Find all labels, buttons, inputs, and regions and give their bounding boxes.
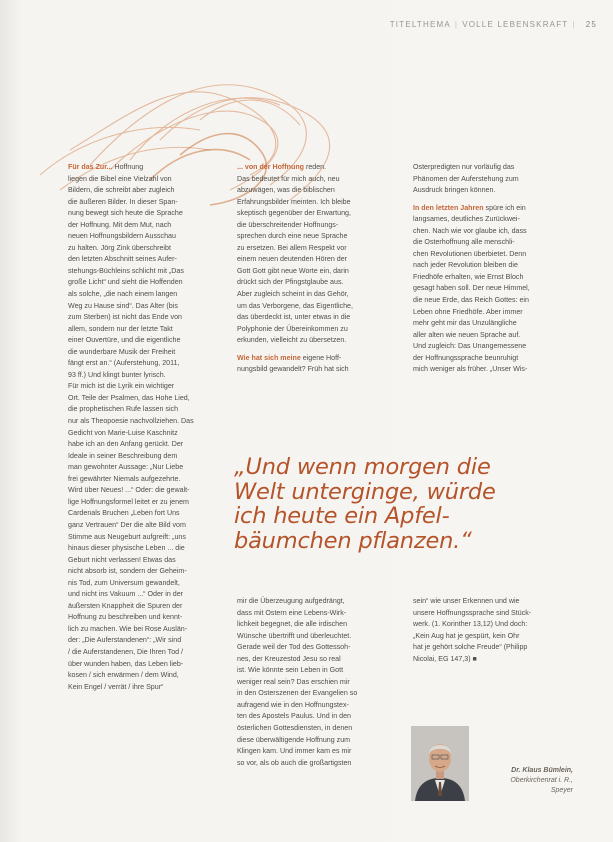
text-line: Nicolai, EG 147,3) ■ [413, 654, 477, 663]
text-line: Welt unterginge, würde [234, 478, 496, 505]
text-line: sein“ wie unser Erkennen und wie [413, 597, 520, 605]
text-line: ich heute ein Apfel- [234, 503, 450, 529]
text-line: einer Ouvertüre, und die eigentliche [68, 336, 181, 345]
text-line: mir die Überzeugung aufgedrängt, [237, 597, 345, 605]
text-line: Geburt nicht verlassen! Etwas das [68, 555, 176, 564]
text-line: Erfahrungsbilder meinten. Ich bleibe [237, 197, 351, 206]
header-section: TITELTHEMA [389, 20, 451, 29]
text-line: langsames, deutliches Zurückwei- [413, 215, 520, 224]
text-line: Friedhöfe erhalten, wie Ernst Bloch [413, 272, 524, 281]
text-line: „Und wenn morgen die [234, 454, 491, 480]
text-line: lichkeit begegnet, die alle irdischen [237, 620, 348, 629]
text-line: Gott Gott gibt neue Worte ein, darin [237, 266, 349, 275]
text-line: der Hoffnung. Mit dem Mut, nach [68, 220, 172, 229]
text-line: Polyphonie der Übereinkommen zu [237, 324, 348, 333]
text-line: Weg zu Hause sind“. Das Alter (bis [68, 301, 178, 310]
text-line: unsere Hoffnungssprache sind Stück- [413, 608, 532, 617]
text-line: große Licht“ und sieht die Hoffenden [68, 278, 183, 287]
text-line: zu halten. Jörg Zink überschreibt [68, 243, 171, 252]
text-line: die überschreitender Hoffnungs- [237, 220, 339, 229]
text-line: diese überwältigende Hoffnung zum [237, 735, 351, 744]
author-caption [481, 766, 573, 796]
text-line: Für mich ist die Lyrik ein wichtiger [68, 382, 175, 391]
text-line: allem, sondern nur der letzte Takt [68, 324, 173, 333]
text-column-2-lower [237, 596, 397, 769]
text-line: hat je gehört solche Freude“ (Philipp [413, 643, 528, 652]
text-line: „Kein Aug hat je gespürt, kein Ohr [413, 631, 520, 640]
text-line: österlichen Gottesdiensten, in denen [237, 724, 353, 733]
lead-in: Für das Zur... [68, 163, 113, 171]
text-line: als solche, „die nach einem langen [68, 290, 178, 299]
text-line: die äußeren Bilder. In dieser Span- [68, 197, 178, 206]
text-line: aller alten wie neuen Sprache auf. [413, 330, 521, 339]
text-line: bäumchen pflanzen.“ [234, 527, 472, 554]
pull-quote-lines [234, 455, 584, 553]
text-line: gesagt haben soll. Der neue Himmel, [413, 284, 530, 293]
text-line: der Hoffnungssprache beunruhigt [413, 353, 519, 362]
column-2-lines [237, 162, 397, 347]
column-1-lines [68, 162, 218, 693]
page-number: 25 [585, 20, 597, 29]
text-line: nicht absorb ist, sondern der Geheim- [68, 567, 187, 576]
text-line: ... von der Hoffnung reden. [237, 163, 327, 171]
author-portrait-image [411, 726, 469, 801]
text-line: Gedicht von Marie-Luise Kaschnitz [68, 428, 178, 437]
text-line: die Osterhoffnung alle menschli- [413, 238, 515, 247]
text-line: so vor, als ob auch die großartigsten [237, 758, 352, 767]
text-line: Wie hat sich meine eigene Hoff- [237, 353, 342, 362]
text-line: in den Osterszenen der Evangelien so [237, 689, 358, 698]
text-line: Ideale in seiner Beschreibung dem [68, 451, 178, 460]
author-title: Oberkirchenrat i. R., [510, 777, 573, 784]
text-line: abzuwägen, was die biblischen [237, 186, 335, 195]
text-line: über wunden haben, das Leben lieb- [68, 659, 184, 668]
text-line: die prophetischen Rufe lassen sich [68, 405, 179, 414]
text-line: das überdeckt ist, unter etwas in die [237, 313, 351, 322]
text-line: zum Sterben) ist nicht das Ende von [68, 313, 182, 322]
text-line: ten des Apostels Paulus. Und in den [237, 712, 351, 721]
text-line: Und zugleich: Das Unangemessene [413, 342, 527, 351]
text-line: erkunden, vielleicht zu übersetzen. [237, 336, 347, 345]
text-line: neuen Hoffnungsbildern Ausschau [68, 232, 176, 241]
text-line: weniger real sein? Das erschien mir [237, 677, 350, 686]
text-line: habe ich an den Anfang gerückt. Der [68, 440, 184, 449]
text-line: nis Tod, zum Universum gewandelt, [68, 578, 180, 587]
text-line: Phänomen der Auferstehung zum [413, 174, 519, 183]
text-line: In den letzten Jahren spüre ich ein [413, 203, 526, 212]
text-column-1 [68, 162, 218, 693]
text-line: chen Revolutionen überbietet. Denn [413, 249, 527, 258]
text-line: kosen / sich erwärmen / dem Wind, [68, 671, 179, 680]
text-line: man gewohnter Aussage: „Nur Liebe [68, 463, 184, 472]
running-header: TITELTHEMA | VOLLE LEBENSKRAFT | 25 [389, 20, 597, 29]
text-line: zu ersetzen. Bei allem Respekt vor [237, 243, 347, 252]
text-line: um das Verborgene, das Eigentliche, [237, 301, 353, 310]
text-line: chen. Nach wie vor glaube ich, dass [413, 226, 527, 235]
text-line: ist. Wie könnte sein Leben in Gott [237, 666, 344, 675]
text-line: mehr geht mir das Unzulängliche [413, 319, 517, 328]
text-line: Kein Engel / verrät / ihre Spur“ [68, 682, 164, 691]
lead-in: Wie hat sich meine [237, 353, 301, 362]
column-2-lower-lines [237, 596, 397, 769]
text-line: die neue Erde, das Reich Gottes: ein [413, 296, 529, 305]
text-line: nach jeder Revolution bleiben die [413, 261, 518, 270]
text-line: Aber zugleich scheint in das Gehör, [237, 290, 349, 299]
text-line: fängt erst an.“ (Auferstehung, 2011, [68, 359, 180, 368]
pull-quote [234, 455, 584, 553]
column-3-lines [413, 162, 573, 197]
author-place: Speyer [550, 787, 573, 794]
text-line: der: „Die Auferstandenen“: „Wir sind [68, 636, 182, 645]
text-line: ganz Vertrauen“ Der die alte Bild vom [68, 520, 186, 529]
text-line: einem neuen deutenden Hören der [237, 255, 348, 264]
text-line: Leben ohne Friedhöfe. Aber immer [413, 307, 523, 316]
text-line: Ausdruck bringen können. [413, 186, 496, 195]
author-name: Dr. Klaus Bümlein, [511, 767, 573, 774]
text-line: Bildern, die schreibt aber zugleich [68, 186, 175, 195]
text-line: drückt sich der Pfingstglaube aus. [237, 278, 344, 287]
text-line: Das bedeutet für mich auch, neu [237, 174, 340, 183]
header-topic: VOLLE LEBENSKRAFT [462, 20, 569, 29]
column-2-lines-section2 [237, 353, 397, 376]
text-line: liegen die Bibel eine Vielzahl von [68, 174, 172, 183]
text-line: 93 ff.) Und klingt bunter lyrisch. [68, 370, 166, 379]
text-line: Gerade weil der Tod des Gottessoh- [237, 643, 351, 652]
text-column-3 [413, 162, 573, 376]
author-photo [411, 726, 469, 801]
text-column-2 [237, 162, 397, 376]
text-line: Stimme aus Neugeburt aufgreift: „uns [68, 532, 186, 541]
text-line: sprechen durch eine neue Sprache [237, 232, 348, 241]
text-line: Ort. Teile der Psalmen, das Hohe Lied, [68, 393, 190, 402]
text-line: die wunderbare Musik der Freiheit [68, 347, 176, 356]
text-line: Wünsche übertrifft und überleuchtet. [237, 631, 352, 640]
text-line: stehungs-Büchleins schlicht mit „Das [68, 266, 184, 275]
column-3-lower-lines [413, 596, 573, 665]
text-line: frei gewährter Niemals aufgezehrte. [68, 474, 181, 483]
text-line: Für das Zur... Hoffnung [68, 163, 144, 171]
text-line: Klingen kam. Und immer kam es mir [237, 747, 352, 756]
text-line: skeptisch gegenüber der Erwartung, [237, 209, 351, 218]
text-line: nes, der Kreuzestod Jesu so real [237, 654, 341, 663]
text-line: Cardenals Bruchen „Leben fort Uns [68, 509, 180, 518]
lead-in: In den letzten Jahren [413, 203, 484, 212]
text-line: hinaus dieser physische Leben ... die [68, 544, 185, 553]
text-line: mich weniger als früher. „Unser Wis- [413, 365, 528, 374]
text-line: äußersten Knappheit die Spuren der [68, 601, 183, 610]
text-line: werk. (1. Korinther 13,12) Und doch: [413, 620, 528, 629]
text-line: Wird über Neues! ...“ Oder: die gewalt- [68, 486, 190, 495]
text-line: den letzten Abschnitt seines Aufer- [68, 255, 177, 264]
text-line: Hoffnung zu beschreiben und kennt- [68, 613, 183, 622]
text-line: nur als Theopoesie nachvollziehen. Das [68, 417, 194, 426]
text-line: nung bewegt sich heute die Sprache [68, 209, 183, 218]
text-line: / die Auferstandenen, Die Ihren Tod / [68, 647, 184, 656]
text-line: lich zu machen. Wie bei Rose Auslän- [68, 624, 188, 633]
text-column-3-lower [413, 596, 573, 665]
text-line: lige Hoffnungsformel leitet er zu jenem [68, 497, 189, 506]
text-line: und nicht ins Vakuum ...“ Oder in der [68, 590, 183, 599]
column-3-lines-section2 [413, 203, 573, 376]
text-line: Osterpredigten nur vorläufig das [413, 163, 515, 171]
text-line: aufragend wie in den Hoffnungstex- [237, 700, 349, 709]
text-line: dass mit Ostern eine Lebens-Wirk- [237, 608, 347, 617]
text-line: nungsbild gewandelt? Früh hat sich [237, 365, 349, 374]
lead-in: ... von der Hoffnung [237, 163, 304, 171]
